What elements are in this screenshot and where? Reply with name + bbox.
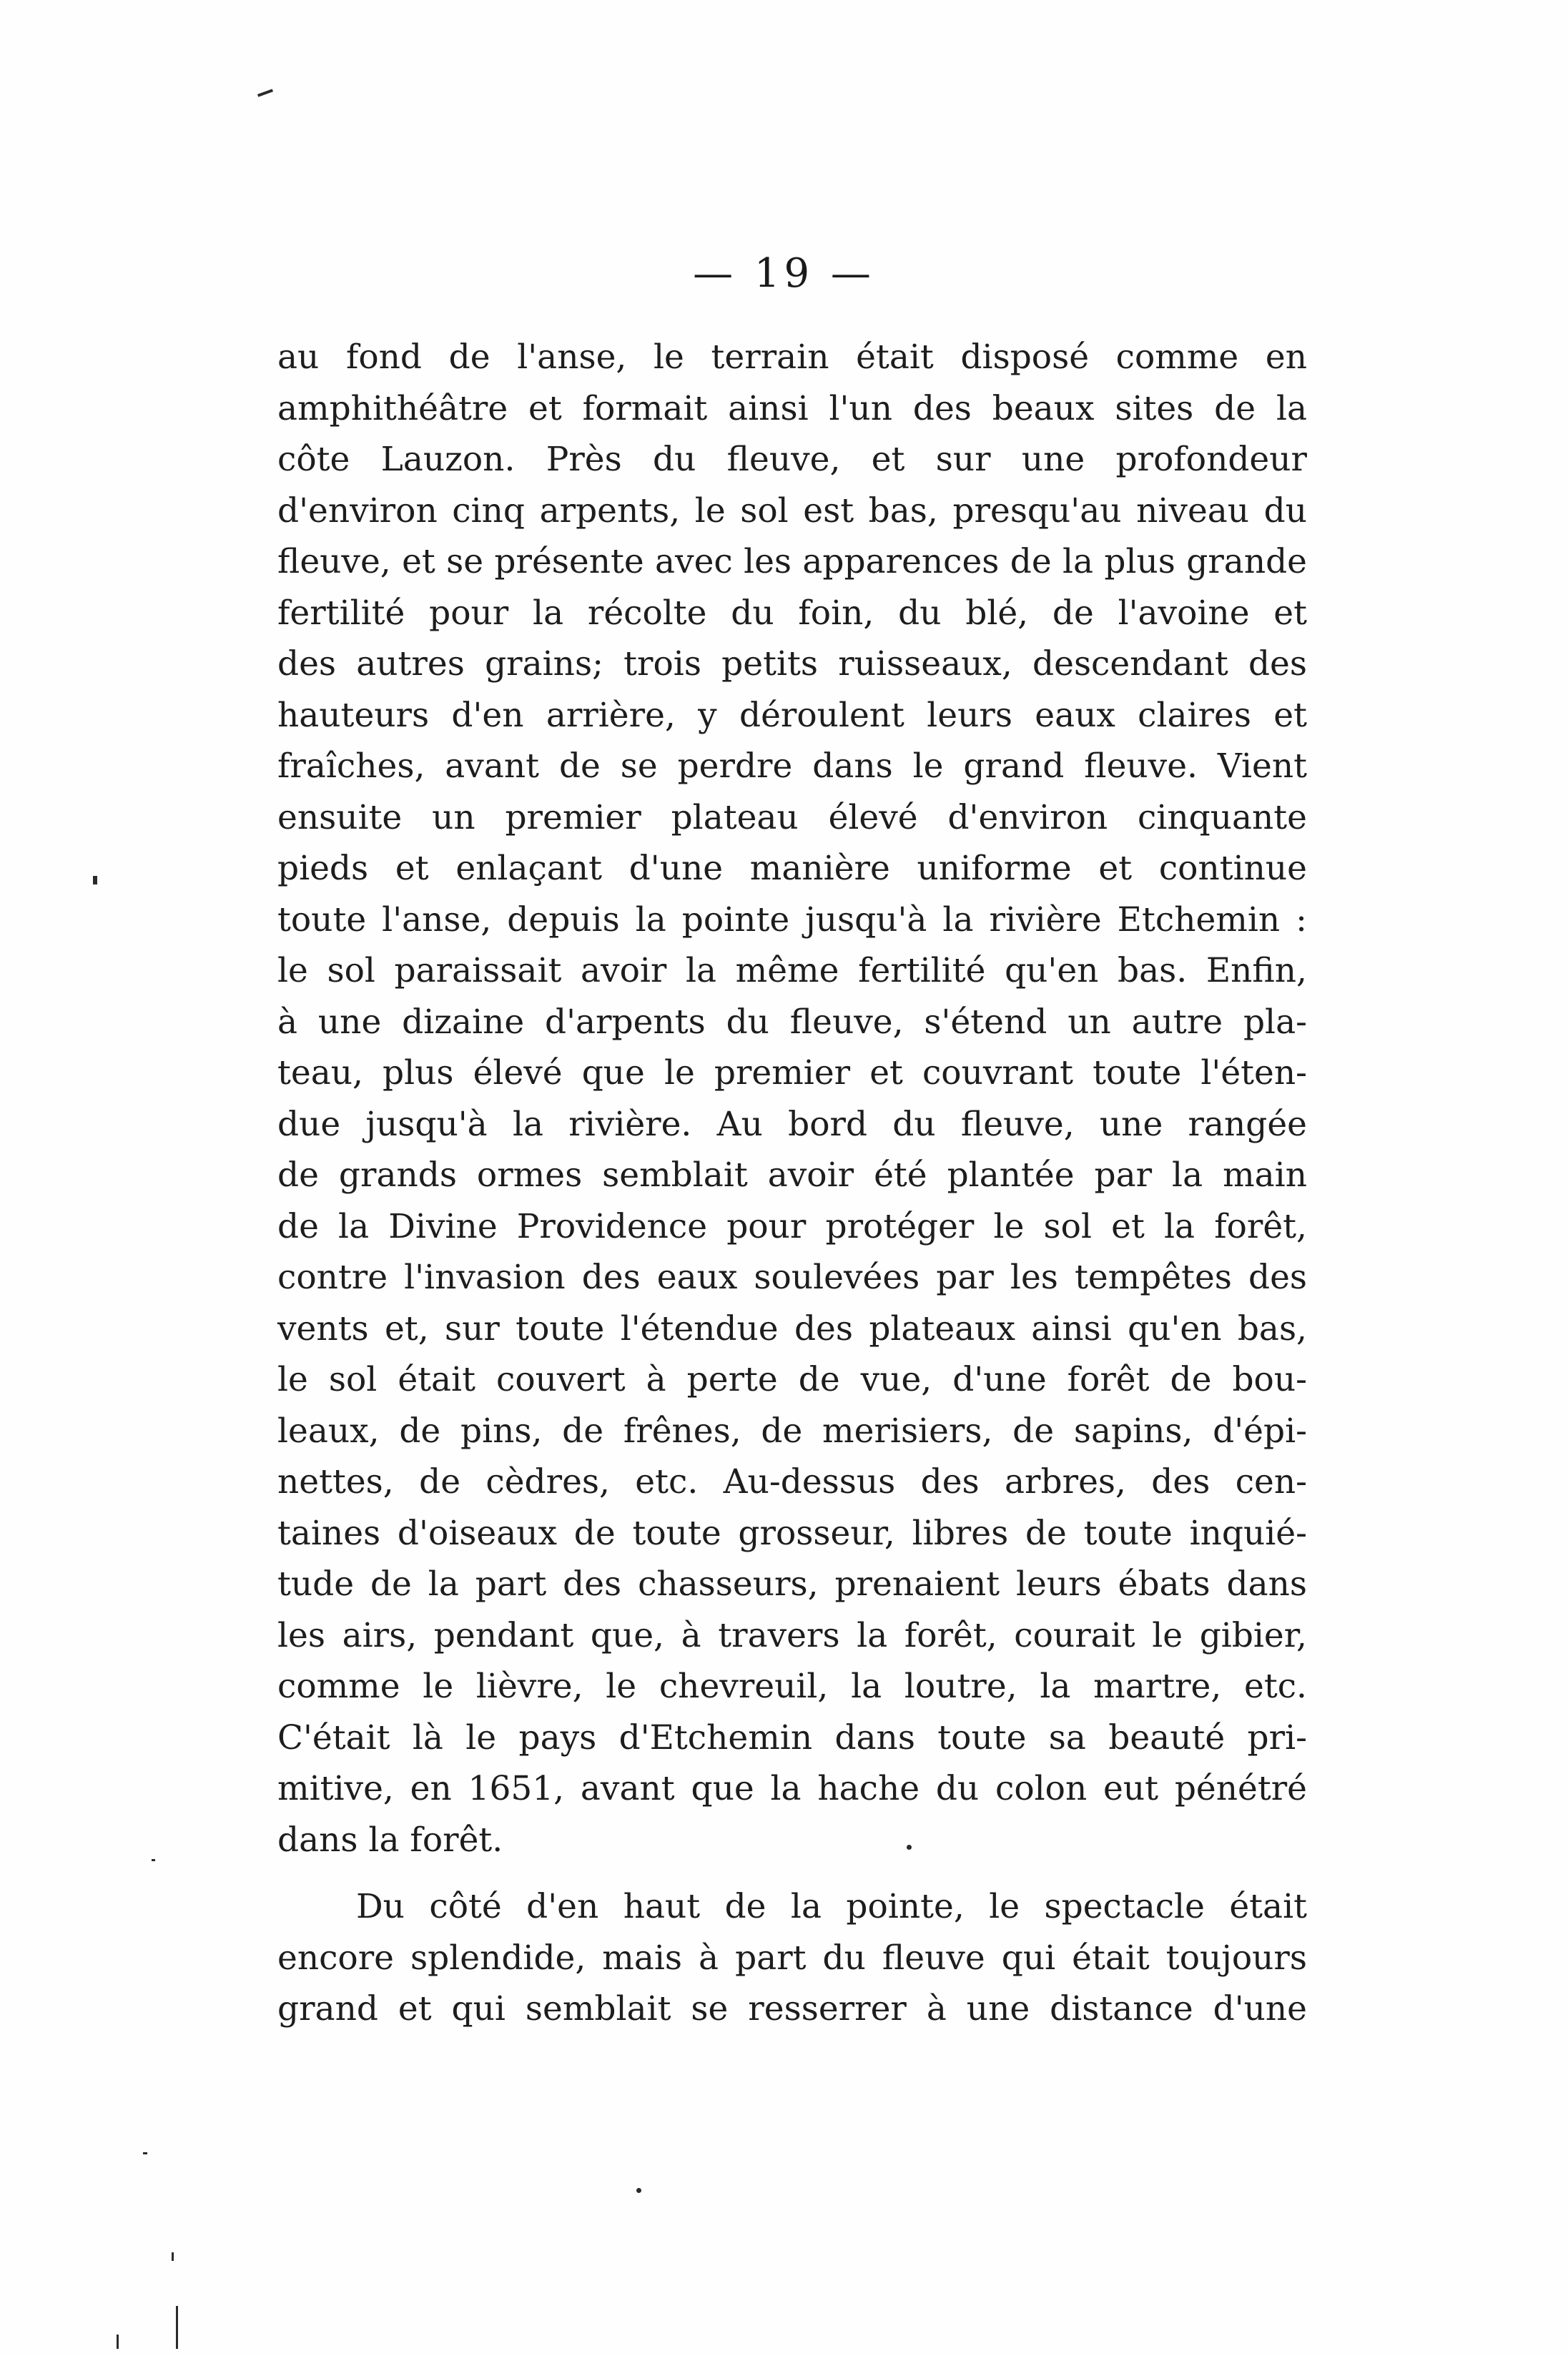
scan-speck — [636, 2188, 641, 2193]
text-line: C'était là le pays d'Etchemin dans toute sa beauté pri- — [277, 1717, 1307, 1758]
text-line: teau, plus élevé que le premier et couvrant toute l'éten- — [277, 1053, 1307, 1093]
scan-speck — [117, 2335, 119, 2349]
text-line: côte Lauzon. Près du fleuve, et sur une profondeur — [277, 440, 1307, 479]
text-line: au fond de l'anse, le terrain était disposé comme en — [277, 337, 1307, 377]
text-line: comme le lièvre, le chevreuil, la loutre, la martre, etc. — [277, 1667, 1307, 1706]
text-line: à une dizaine d'arpents du fleuve, s'étend un autre pla- — [277, 1002, 1307, 1042]
text-line: ensuite un premier plateau élevé d'environ cinquante — [277, 797, 1307, 837]
text-line: les airs, pendant que, à travers la forêt, courait le gibier, — [277, 1615, 1307, 1655]
text-line: fleuve, et se présente avec les apparences de la plus grande — [277, 542, 1307, 581]
text-line: de la Divine Providence pour protéger le sol et la forêt, — [277, 1206, 1307, 1246]
scan-speck — [257, 89, 273, 97]
text-line: Du côté d'en haut de la pointe, le spectacle était — [356, 1887, 1307, 1926]
text-line: leaux, de pins, de frênes, de merisiers, de sapins, d'épi- — [277, 1411, 1307, 1451]
text-line: nettes, de cèdres, etc. Au-dessus des arbres, des cen- — [277, 1462, 1307, 1502]
text-line: le sol paraissait avoir la même fertilité qu'en bas. Enfin, — [277, 951, 1307, 990]
text-line: amphithéâtre et formait ainsi l'un des beaux sites de la — [277, 388, 1307, 428]
scan-speck — [152, 1859, 155, 1861]
body-text — [277, 332, 1307, 2035]
text-line: hauteurs d'en arrière, y déroulent leurs eaux claires et — [277, 695, 1307, 735]
text-line: le sol était couvert à perte de vue, d'une forêt de bou- — [277, 1360, 1307, 1399]
text-line: pieds et enlaçant d'une manière uniforme et continue — [277, 849, 1307, 888]
text-line: dans la forêt. — [277, 1820, 503, 1860]
text-line: des autres grains; trois petits ruisseaux, descendant des — [277, 644, 1307, 684]
text-line: taines d'oiseaux de toute grosseur, libres de toute inquié- — [277, 1513, 1307, 1553]
scan-speck — [176, 2306, 178, 2349]
text-line: tude de la part des chasseurs, prenaient leurs ébats dans — [277, 1564, 1307, 1604]
paragraph-gap — [277, 1865, 1307, 1881]
text-line: mitive, en 1651, avant que la hache du colon eut pénétré — [277, 1769, 1307, 1808]
scan-speck — [907, 1845, 912, 1850]
scan-speck — [93, 876, 97, 884]
text-line: due jusqu'à la rivière. Au bord du fleuve, une rangée — [277, 1104, 1307, 1144]
text-line: contre l'invasion des eaux soulevées par les tempêtes des — [277, 1258, 1307, 1297]
text-line: encore splendide, mais à part du fleuve qui était toujours — [277, 1938, 1307, 1978]
text-line: fertilité pour la récolte du foin, du blé, de l'avoine et — [277, 593, 1307, 633]
text-line: de grands ormes semblait avoir été plantée par la main — [277, 1155, 1307, 1195]
scan-speck — [172, 2252, 174, 2261]
text-line: fraîches, avant de se perdre dans le grand fleuve. Vient — [277, 746, 1307, 786]
text-line: vents et, sur toute l'étendue des plateaux ainsi qu'en bas, — [277, 1308, 1307, 1349]
text-line: d'environ cinq arpents, le sol est bas, presqu'au niveau du — [277, 491, 1307, 531]
scan-speck — [143, 2152, 147, 2154]
page-number: — 19 — — [693, 250, 875, 297]
text-line: toute l'anse, depuis la pointe jusqu'à la rivière Etchemin : — [277, 899, 1307, 940]
text-line: grand et qui semblait se resserrer à une distance d'une — [277, 1989, 1307, 2029]
